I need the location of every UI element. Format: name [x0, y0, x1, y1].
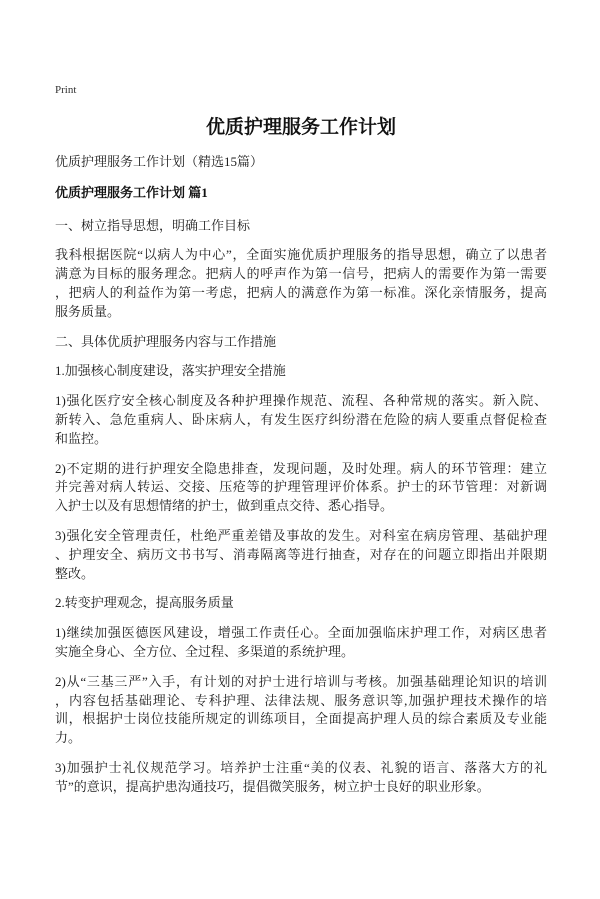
paragraph-line: 3)加强护士礼仪规范学习。培养护士注重“美的仪表、礼貌的语言、落落大方的礼 [55, 759, 547, 775]
section-heading: 二、具体优质护理服务内容与工作措施 [55, 333, 277, 349]
paragraph-line: 入护士以及有思想情绪的护士，做到重点交待、悉心指导。 [55, 498, 394, 514]
paragraph-line: 1)继续加强医德医风建设，增强工作责任心。全面加强临床护理工作，对病区患者 [55, 625, 547, 641]
paragraph-line: 并完善对病人转运、交接、压疮等的护理管理评价体系。护士的环节管理：对新调 [55, 479, 547, 495]
subsection-heading: 1.加强核心制度建设，落实护理安全措施 [55, 363, 286, 379]
paragraph-line: 3)强化安全管理责任，杜绝严重差错及事故的发生。对科室在病房管理、基础护理 [55, 527, 547, 543]
paragraph-line: 、护理安全、病历文书书写、消毒隔离等进行抽查，对存在的问题立即指出并限期 [55, 546, 547, 562]
paragraph [55, 624, 547, 662]
paragraph-line: 训，根据护士岗位技能所规定的训练项目，全面提高护理人员的综合素质及专业能 [55, 711, 547, 727]
section-heading: 一、树立指导思想，明确工作目标 [55, 217, 251, 233]
paragraph [55, 759, 547, 797]
page-title: 优质护理服务工作计划 [205, 117, 396, 138]
paragraph-line: 服务质量。 [55, 303, 121, 319]
article-heading: 优质护理服务工作计划 篇1 [55, 184, 208, 200]
paragraph-line: 和监控。 [55, 430, 108, 446]
paragraph-line: 2)不定期的进行护理安全隐患排查，发现问题，及时处理。病人的环节管理：建立 [55, 460, 547, 476]
document-subtitle: 优质护理服务工作计划（精选15篇） [55, 153, 264, 169]
print-label: Print [55, 84, 77, 96]
paragraph-line: 整改。 [55, 565, 95, 581]
paragraph [55, 673, 547, 748]
paragraph-line: 实施全身心、全方位、全过程、多渠道的系统护理。 [55, 643, 355, 659]
paragraph-line: 节”的意识，提高护患沟通技巧，提倡微笑服务，树立护士良好的职业形象。 [55, 778, 490, 794]
paragraph [55, 246, 547, 321]
paragraph-line: 力。 [55, 730, 82, 746]
paragraph [55, 460, 547, 516]
paragraph-line: ，内容包括基础理论、专科护理、法律法规、服务意识等,加强护理技术操作的培 [55, 692, 547, 708]
paragraph-line: ，把病人的利益作为第一考虑，把病人的满意作为第一标准。深化亲情服务，提高 [55, 284, 547, 300]
paragraph-line: 1)强化医疗安全核心制度及各种护理操作规范、流程、各种常规的落实。新入院、 [55, 393, 547, 409]
subsection-heading: 2.转变护理观念，提高服务质量 [55, 595, 234, 611]
paragraph-line: 新转入、急危重病人、卧床病人，有发生医疗纠纷潜在危险的病人要重点督促检查 [55, 411, 547, 427]
paragraph [55, 527, 547, 583]
document-content [55, 0, 547, 796]
paragraph-line: 满意为目标的服务理念。把病人的呼声作为第一信号，把病人的需要作为第一需要 [55, 266, 547, 282]
paragraph-line: 2)从“三基三严”入手，有计划的对护士进行培训与考核。加强基础理论知识的培训 [55, 673, 547, 689]
paragraph [55, 392, 547, 448]
paragraph-line: 我科根据医院“以病人为中心”，全面实施优质护理服务的指导思想，确立了以患者 [55, 247, 547, 263]
